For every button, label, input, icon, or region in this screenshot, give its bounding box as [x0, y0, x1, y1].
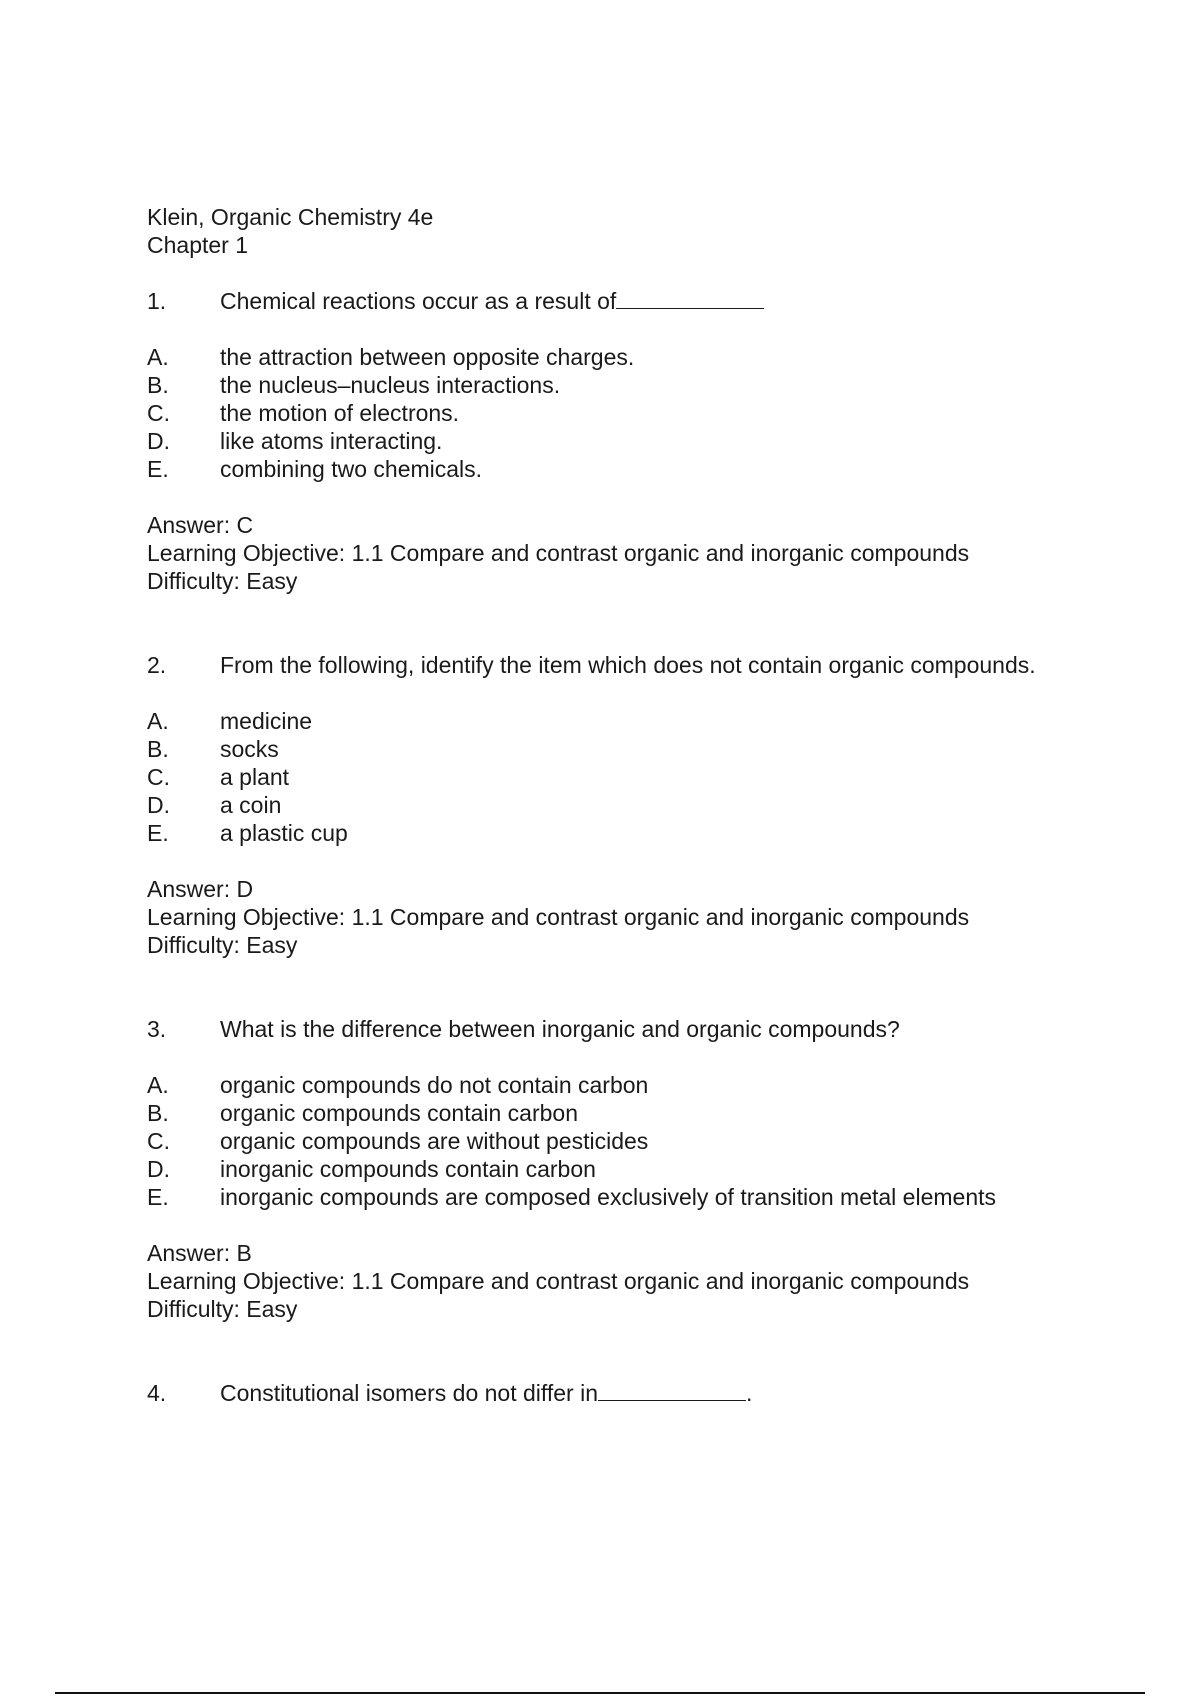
option-text: inorganic compounds are composed exclusively of transition metal elements: [220, 1184, 997, 1210]
option-letter: C.: [147, 1128, 170, 1154]
option-text: organic compounds are without pesticides: [220, 1128, 649, 1154]
option-text: organic compounds contain carbon: [220, 1100, 579, 1126]
option-item: [147, 791, 1107, 819]
option-text: the motion of electrons.: [220, 400, 460, 426]
question-stem: [147, 287, 1107, 315]
question-stem: [147, 1015, 1107, 1043]
difficulty: Difficulty: Easy: [147, 568, 298, 594]
option-text: socks: [220, 736, 279, 762]
option-letter: D.: [147, 792, 170, 818]
answer-meta: [147, 1239, 1107, 1323]
option-item: [147, 763, 1107, 791]
option-text: inorganic compounds contain carbon: [220, 1156, 596, 1182]
option-item: [147, 427, 1107, 455]
option-letter: A.: [147, 708, 169, 734]
option-item: [147, 371, 1107, 399]
question-text-suffix: .: [746, 1380, 753, 1406]
option-list: [147, 707, 1107, 847]
option-item: [147, 707, 1107, 735]
option-text: medicine: [220, 708, 313, 734]
question-text: From the following, identify the item which does not contain organic compounds.: [220, 652, 1036, 678]
question-text: Chemical reactions occur as a result of: [220, 288, 617, 314]
option-letter: B.: [147, 1100, 169, 1126]
question-3: [147, 1015, 1107, 1323]
option-text: combining two chemicals.: [220, 456, 483, 482]
option-text: like atoms interacting.: [220, 428, 443, 454]
option-list: [147, 343, 1107, 483]
option-item: [147, 343, 1107, 371]
answer-blank: [616, 288, 764, 309]
answer-key: Answer: B: [147, 1240, 252, 1266]
difficulty: Difficulty: Easy: [147, 1296, 298, 1322]
question-stem: [147, 651, 1107, 679]
option-letter: E.: [147, 820, 169, 846]
option-item: [147, 1071, 1107, 1099]
question-4: [147, 1379, 1107, 1407]
learning-objective: Learning Objective: 1.1 Compare and contrast organic and inorganic compounds: [147, 904, 970, 930]
page-bottom-rule: [55, 1692, 1145, 1694]
question-number: 3.: [147, 1016, 167, 1042]
question-text: What is the difference between inorganic and organic compounds?: [220, 1016, 900, 1042]
option-item: [147, 1183, 1107, 1211]
option-letter: D.: [147, 1156, 170, 1182]
book-title: Klein, Organic Chemistry 4e: [147, 204, 434, 230]
option-item: [147, 455, 1107, 483]
answer-blank: [598, 1380, 746, 1401]
option-text: organic compounds do not contain carbon: [220, 1072, 649, 1098]
option-letter: A.: [147, 1072, 169, 1098]
answer-meta: [147, 511, 1107, 595]
option-letter: C.: [147, 764, 170, 790]
difficulty: Difficulty: Easy: [147, 932, 298, 958]
option-item: [147, 1155, 1107, 1183]
option-text: a coin: [220, 792, 282, 818]
question-text: Constitutional isomers do not differ in: [220, 1380, 598, 1406]
answer-key: Answer: C: [147, 512, 254, 538]
option-letter: E.: [147, 456, 169, 482]
option-letter: A.: [147, 344, 169, 370]
learning-objective: Learning Objective: 1.1 Compare and contrast organic and inorganic compounds: [147, 1268, 970, 1294]
option-item: [147, 399, 1107, 427]
option-letter: B.: [147, 736, 169, 762]
option-letter: E.: [147, 1184, 169, 1210]
option-list: [147, 1071, 1107, 1211]
option-letter: B.: [147, 372, 169, 398]
question-number: 1.: [147, 288, 167, 314]
question-number: 4.: [147, 1380, 167, 1406]
option-item: [147, 819, 1107, 847]
answer-key: Answer: D: [147, 876, 254, 902]
question-1: [147, 287, 1107, 595]
question-number: 2.: [147, 652, 167, 678]
question-2: [147, 651, 1107, 959]
chapter-title: Chapter 1: [147, 232, 249, 258]
answer-meta: [147, 875, 1107, 959]
option-text: the attraction between opposite charges.: [220, 344, 635, 370]
option-text: a plant: [220, 764, 290, 790]
option-letter: C.: [147, 400, 170, 426]
option-letter: D.: [147, 428, 170, 454]
option-text: the nucleus–nucleus interactions.: [220, 372, 561, 398]
option-item: [147, 1099, 1107, 1127]
option-item: [147, 1127, 1107, 1155]
learning-objective: Learning Objective: 1.1 Compare and contrast organic and inorganic compounds: [147, 540, 970, 566]
option-text: a plastic cup: [220, 820, 348, 846]
document-page: [147, 203, 1107, 1407]
question-stem: [147, 1379, 1107, 1407]
option-item: [147, 735, 1107, 763]
